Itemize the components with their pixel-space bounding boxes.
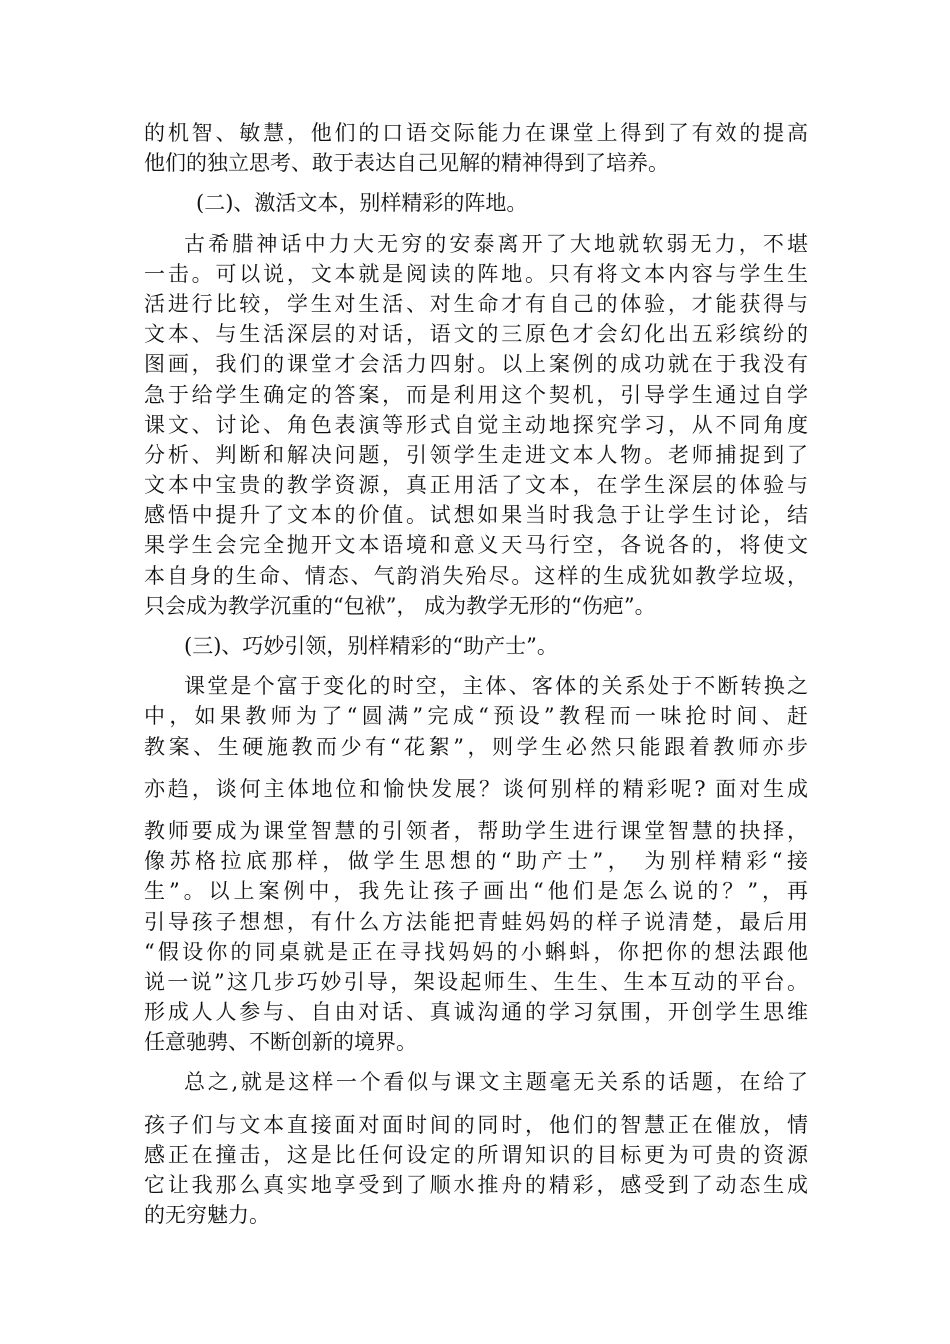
text-line: 一击。可以说，文本就是阅读的阵地。只有将文本内容与学生生 — [144, 261, 808, 286]
text-line: 感悟中提升了文本的价值。试想如果当时我急于让学生讨论，结 — [144, 503, 808, 528]
section-heading-2 — [144, 188, 808, 218]
text-line: 教师要成为课堂智慧的引领者，帮助学生进行课堂智慧的抉择， — [144, 818, 808, 843]
text-line: 文本、与生活深层的对话，语文的三原色才会幻化出五彩缤纷的 — [144, 322, 808, 347]
text-line: 活进行比较，学生对生活、对生命才有自己的体验，才能获得与 — [144, 291, 808, 316]
text-line: 说一说”这几步巧妙引导，架设起师生、生生、生本互动的平台。 — [144, 969, 808, 994]
text-line: 课堂是个富于变化的时空，主体、客体的关系处于不断转换之 — [184, 674, 808, 699]
text-line: 古希腊神话中力大无穷的安泰离开了大地就软弱无力，不堪 — [184, 231, 808, 256]
text-line: 像苏格拉底那样，做学生思想的“助产士”， 为别样精彩“接 — [144, 849, 808, 874]
text-line: 教案、生硬施教而少有“花絮”，则学生必然只能跟着教师亦步 — [144, 734, 808, 759]
paragraph-continuation — [144, 118, 808, 178]
text-line: 亦趋，谈何主体地位和愉快发展？谈何别样的精彩呢? 面对生成 — [144, 776, 808, 801]
text-line: 孩子们与文本直接面对面时间的同时，他们的智慧正在催放，情 — [144, 1112, 808, 1137]
text-line: 任意驰骋、不断创新的境界。 — [144, 1030, 417, 1055]
heading-text: (二)、激活文本，别样精彩的阵地。 — [196, 191, 528, 216]
text-line: 只会成为教学沉重的“包袱”， 成为教学无形的“伤疤”。 — [144, 593, 656, 618]
text-line: 引导孩子想想，有什么方法能把青蛙妈妈的样子说清楚，最后用 — [144, 909, 808, 934]
text-line: 形成人人参与、自由对话、真诚沟通的学习氛围，开创学生思维 — [144, 1000, 808, 1025]
text-line: 感正在撞击，这是比任何设定的所谓知识的目标更为可贵的资源 — [144, 1142, 808, 1167]
text-line: 急于给学生确定的答案，而是利用这个契机，引导学生通过自学 — [144, 382, 808, 407]
text-line: 图画，我们的课堂才会活力四射。以上案例的成功就在于我没有 — [144, 352, 808, 377]
text-line: “假设你的同桌就是正在寻找妈妈的小蝌蚪，你把你的想法跟他 — [144, 939, 808, 964]
text-line: 他们的独立思考、敢于表达自己见解的精神得到了培养。 — [144, 151, 669, 176]
paragraph-conclusion — [144, 1067, 808, 1230]
text-line: 中，如果教师为了“圆满”完成“预设”教程而一味抢时间、赶 — [144, 704, 808, 729]
text-line: 它让我那么真实地享受到了顺水推舟的精彩，感受到了动态生成 — [144, 1173, 808, 1197]
paragraph-guidance — [144, 671, 808, 1057]
text-line: 果学生会完全抛开文本语境和意义天马行空，各说各的，将使文 — [144, 533, 808, 558]
text-line: 分析、判断和解决问题，引领学生走进文本人物。老师捕捉到了 — [144, 442, 808, 467]
text-line: 本自身的生命、情态、气韵消失殆尽。这样的生成犹如教学垃圾， — [144, 563, 808, 588]
text-line: 课文、讨论、角色表演等形式自觉主动地探究学习，从不同角度 — [144, 412, 808, 437]
heading-text: (三)、巧妙引领，别样精彩的“助产士”。 — [184, 634, 558, 658]
document-page — [144, 118, 808, 1230]
text-line: 文本中宝贵的教学资源，真正用活了文本，在学生深层的体验与 — [144, 473, 808, 498]
section-heading-3 — [144, 631, 808, 661]
text-line: 总之,就是这样一个看似与课文主题毫无关系的话题，在给了 — [184, 1070, 808, 1095]
text-line: 生”。以上案例中，我先让孩子画出“他们是怎么说的？”，再 — [144, 879, 808, 904]
text-line: 的机智、敏慧，他们的口语交际能力在课堂上得到了有效的提高 — [144, 121, 808, 145]
text-line: 的无穷魅力。 — [144, 1203, 270, 1228]
paragraph-text-position — [144, 229, 808, 621]
